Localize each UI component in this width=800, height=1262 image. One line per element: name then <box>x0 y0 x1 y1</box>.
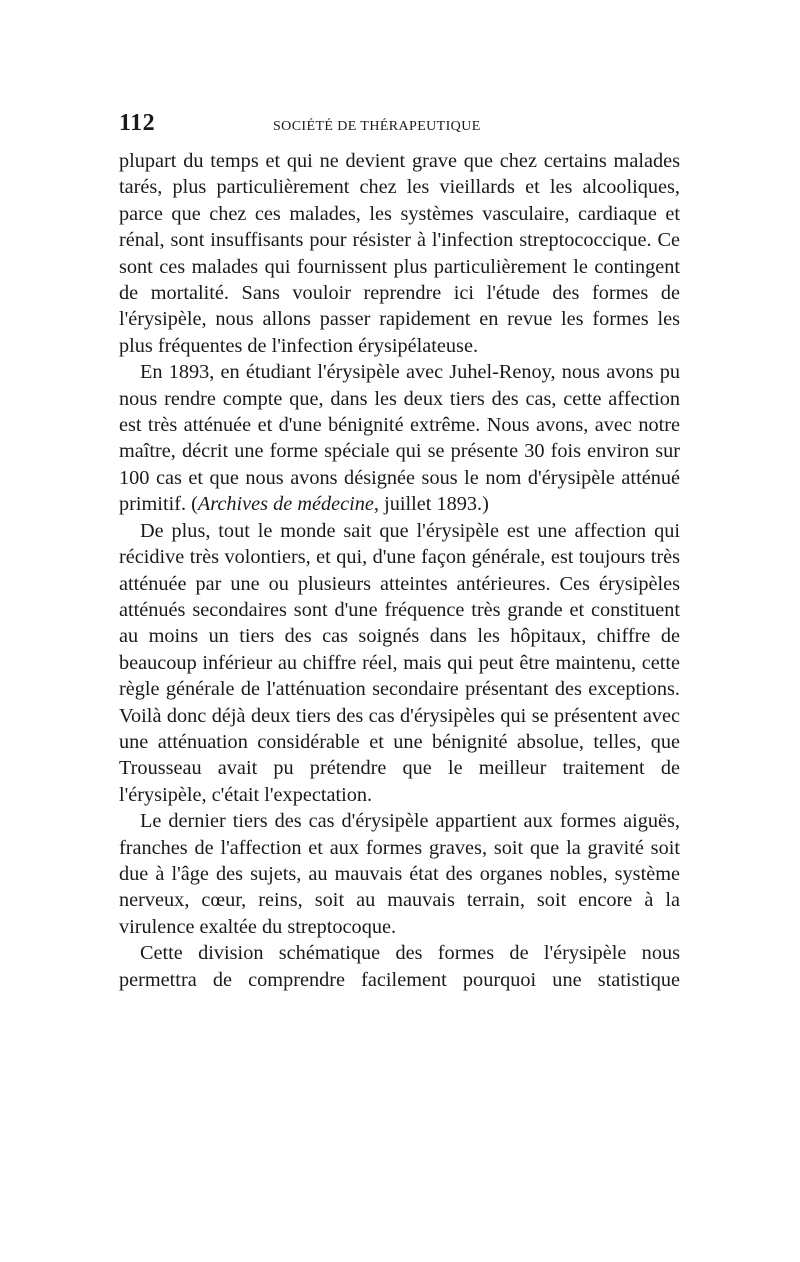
paragraph-3: De plus, tout le monde sait que l'érysipèle est une affection qui récidive très volontiers, et qui, d'une façon générale, est toujours très atténuée par une ou plusieurs atteintes antérieures. Ces érysipèles atténués secondaires sont d'une fréquence très grande et constituent au moins un tiers des cas soignés dans les hôpitaux, chiffre de beaucoup inférieur au chiffre réel, mais qui peut être maintenu, cette règle générale de l'atténuation secondaire présentant des exceptions. Voilà donc déjà deux tiers des cas d'érysipèles qui se présentent avec une atténuation considérable et une bénignité absolue, telles, que Trousseau avait pu prétendre que le meilleur traitement de l'érysipèle, c'était l'expectation. <box>119 519 680 806</box>
paragraph-2 <box>119 359 680 517</box>
paragraph-2-text-end: , juillet 1893.) <box>373 493 489 516</box>
running-title: SOCIÉTÉ DE THÉRAPEUTIQUE <box>273 119 481 134</box>
body-text <box>119 148 680 993</box>
page-number: 112 <box>119 110 156 136</box>
citation-archives-de-medecine: Archives de médecine <box>197 493 374 516</box>
running-head <box>119 110 680 144</box>
paragraph-5: Cette division schématique des formes de l'érysipèle nous permettra de comprendre facilement pourquoi une statistique <box>119 942 680 991</box>
paragraph-2-text: En 1893, en étudiant l'érysipèle avec Juhel-Renoy, nous avons pu nous rendre compte que, dans les deux tiers des cas, cette affection est très atténuée et d'une bénignité extrême. Nous avons, avec notre maître, décrit une forme spéciale qui se présente 30 fois environ sur 100 cas et que nous avons désignée sous le nom d'érysipèle atténué primitif. ( <box>119 361 680 516</box>
paragraph-4: Le dernier tiers des cas d'érysipèle appartient aux formes aiguës, franches de l'affection et aux formes graves, soit que la gravité soit due à l'âge des sujets, au mauvais état des organes nobles, système nerveux, cœur, reins, soit au mauvais terrain, soit encore à la virulence exaltée du streptocoque. <box>119 810 680 938</box>
book-page <box>119 110 680 993</box>
paragraph-1: plupart du temps et qui ne devient grave que chez certains malades tarés, plus particulièrement chez les vieillards et les alcooliques, parce que chez ces malades, les systèmes vasculaire, cardiaque et rénal, sont insuffisants pour résister à l'infection streptococcique. Ce sont ces malades qui fournissent plus particulièrement le contingent de mortalité. Sans vouloir reprendre ici l'étude des formes de l'érysipèle, nous allons passer rapidement en revue les formes les plus fréquentes de l'infection érysipélateuse. <box>119 150 680 357</box>
